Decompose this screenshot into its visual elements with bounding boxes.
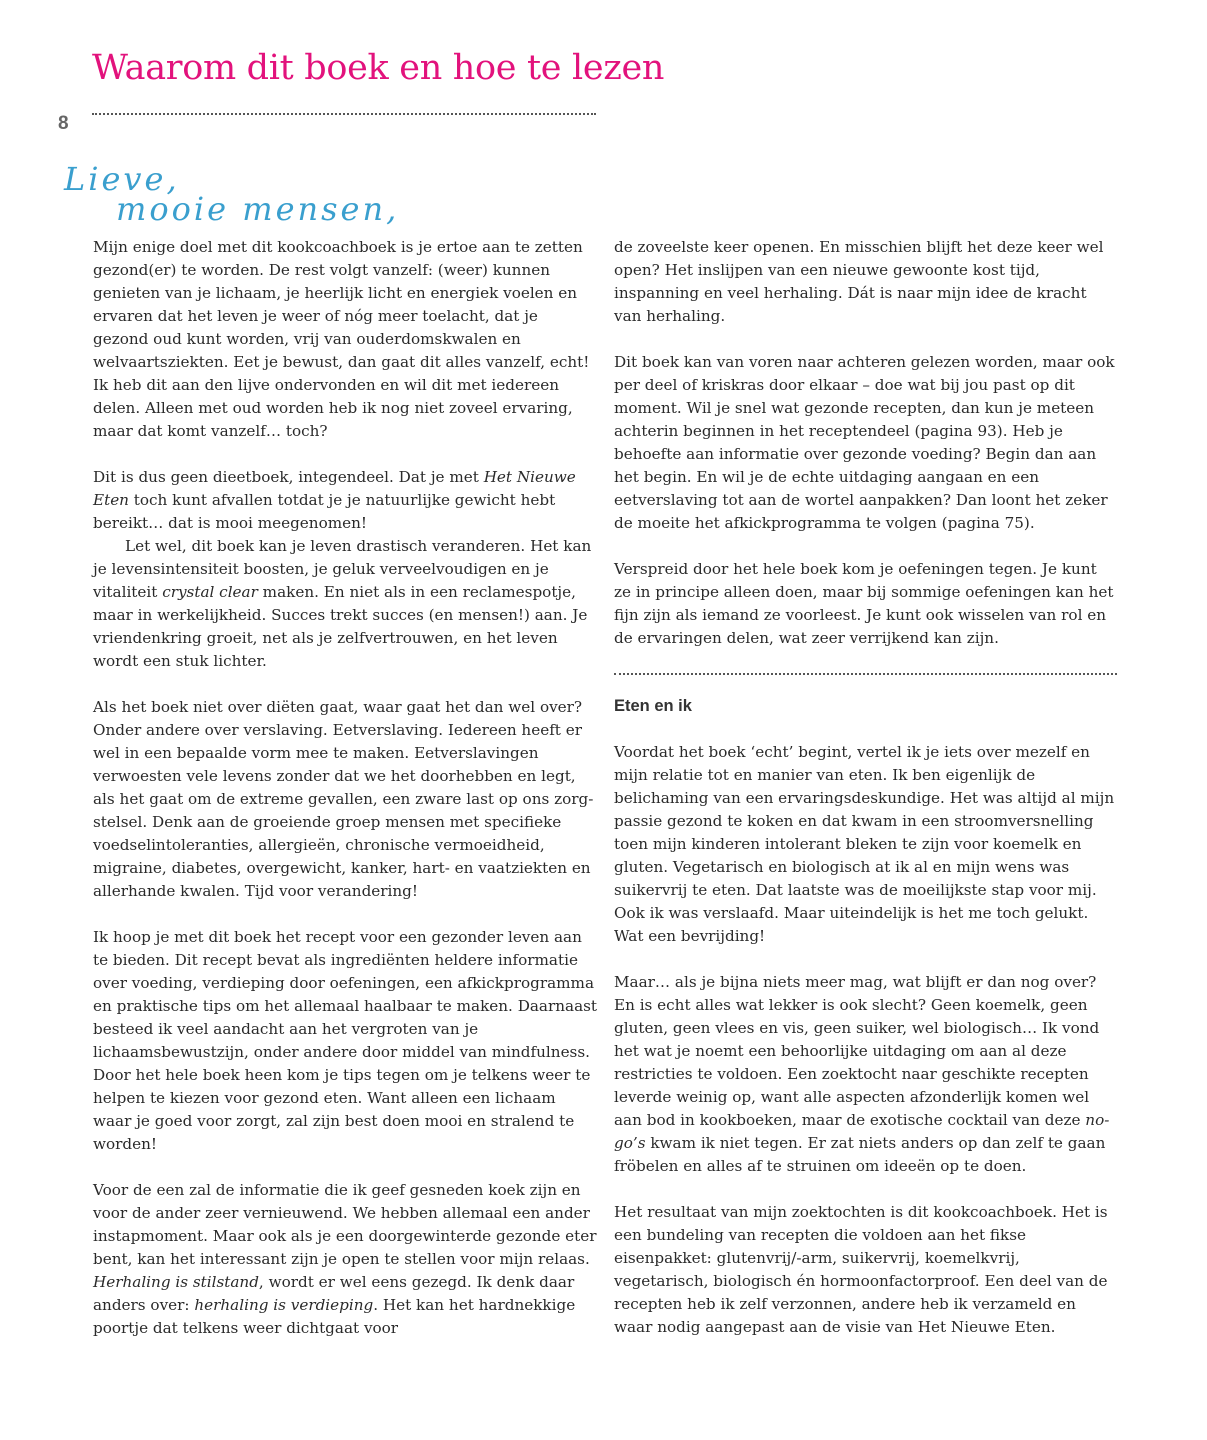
section-heading: Eten en ik	[614, 697, 692, 715]
salutation-line-1: Lieve,	[64, 160, 180, 198]
salutation-line-2: mooie mensen,	[116, 190, 400, 228]
paragraph: Verspreid door het hele boek kom je oefeningen tegen. Je kunt ze in principe alleen doen, maar bij sommige oefeningen kan het fijn zijn als iemand ze voorleest. Je kunt ook wisselen van rol en de ervaringen delen, wat zeer verrijkend kan zijn.	[614, 560, 1114, 647]
page-number: 8	[58, 113, 69, 134]
paragraph: Let wel, dit boek kan je leven drastisch veranderen. Het kan je levensintensiteit boosten, je geluk verveelvoudigen en je vitaliteit crystal clear maken. En niet als in een reclamespotje, maar in werkelijkheid. Succes trekt succes (en mensen!) aan. Je vriendenkring groeit, net als je zelfvertrouwen, en het leven wordt een stuk lichter.	[93, 537, 592, 670]
paragraph: Maar… als je bijna niets meer mag, wat blijft er dan nog over? En is echt alles wat lekker is ook slecht? Geen koemelk, geen gluten, geen vlees en vis, geen suiker, wel biologisch… Ik vond het wat je noemt een behoorlijke uitdaging om aan al deze restricties te voldoen. Een zoektocht naar geschikte recepten leverde weinig op, want alle aspecten afzonderlijk komen wel aan bod in kookboeken, maar de exotische cocktail van deze no-go’s kwam ik niet tegen. Er zat niets anders op dan zelf te gaan fröbelen en alles af te struinen om ideeën op te doen.	[614, 973, 1110, 1175]
paragraph: Het resultaat van mijn zoektochten is dit kookcoachboek. Het is een bundeling van recepten die voldoen aan het fikse eisenpakket: glutenvrij/-arm, suikervrij, koemelkvrij, vegetarisch, biologisch én hormoonfactorproof. Een deel van de recepten heb ik zelf verzonnen, andere heb ik verzameld en waar nodig aangepast aan de visie van Het Nieuwe Eten.	[614, 1203, 1108, 1336]
paragraph: Dit boek kan van voren naar achteren gelezen worden, maar ook per deel of kriskras door elkaar – doe wat bij jou past op dit moment. Wil je snel wat gezonde recepten, dan kun je meteen achterin beginnen in het receptendeel (pagina 93). Heb je behoefte aan informatie over gezonde voeding? Begin dan aan het begin. En wil je de echte uitdaging aangaan en een eetverslaving tot aan de wortel aanpakken? Dan loont het zeker de moeite het afkickprogramma te volgen (pagina 75).	[614, 353, 1115, 532]
paragraph: Voordat het boek ‘echt’ begint, vertel ik je iets over mezelf en mijn relatie tot en manier van eten. Ik ben eigenlijk de belichaming van een ervaringsdeskundige. Het was altijd al mijn passie gezond te koken en dat kwam in een stroomversnelling toen mijn kinderen intolerant bleken te zijn voor koemelk en gluten. Vegetarisch en biologisch at ik al en mijn wens was suikervrij te eten. Dat laatste was de moeilijkste stap voor mij. Ook ik was verslaafd. Maar uiteindelijk is het me toch gelukt. Wat een bevrijding!	[614, 743, 1115, 945]
header-divider	[92, 113, 596, 115]
paragraph: Ik hoop je met dit boek het recept voor een gezonder leven aan te bieden. Dit recept bevat als ingrediënten heldere informatie over voeding, verdieping door oefeningen, een afkickprogramma en praktische tips om het allemaal haalbaar te maken. Daarnaast besteed ik veel aandacht aan het vergroten van je lichaamsbewustzijn, onder andere door middel van mindfulness. Door het hele boek heen kom je tips tegen om je telkens weer te helpen te kiezen voor gezond eten. Want alleen een lichaam waar je goed voor zorgt, zal zijn best doen mooi en stralend te worden!	[93, 928, 598, 1153]
paragraph: de zoveelste keer openen. En misschien blijft het deze keer wel open? Het inslijpen van een nieuwe gewoonte kost tijd, inspanning en veel herhaling. Dát is naar mijn idee de kracht van herhaling.	[614, 238, 1104, 325]
section-divider	[614, 673, 1117, 675]
left-column	[93, 236, 598, 1340]
paragraph: Mijn enige doel met dit kookcoachboek is je ertoe aan te zetten gezond(er) te worden. De rest volgt vanzelf: (weer) kunnen genieten van je lichaam, je heerlijk licht en energiek voelen en ervaren dat het leven je weer of nóg meer toelacht, dat je gezond oud kunt worden, vrij van ouderdomskwalen en welvaartsziekten. Eet je bewust, dan gaat dit alles vanzelf, echt! Ik heb dit aan den lijve ondervonden en wil dit met iedereen delen. Alleen met oud worden heb ik nog niet zoveel ervaring, maar dat komt vanzelf… toch?	[93, 238, 590, 440]
right-column	[614, 236, 1117, 1339]
paragraph: Als het boek niet over diëten gaat, waar gaat het dan wel over? Onder andere over verslaving. Eetverslaving. Iedereen heeft er wel in een bepaalde vorm mee te maken. Eetverslavingen verwoesten vele levens zonder dat we het doorhebben en legt, als het gaat om de extreme gevallen, een zware last op ons zorgstelsel. Denk aan de groeiende groep mensen met specifieke voedselintoleranties, allergieën, chronische vermoeidheid, migraine, diabetes, overgewicht, kanker, hart- en vaatziekten en allerhande kwalen. Tijd voor verandering!	[93, 698, 594, 900]
paragraph: Voor de een zal de informatie die ik geef gesneden koek zijn en voor de ander zeer vernieuwend. We hebben allemaal een ander instapmoment. Maar ook als je een doorgewinterde gezonde eter bent, kan het interessant zijn je open te stellen voor mijn relaas. Herhaling is stilstand, wordt er wel eens gezegd. Ik denk daar anders over: herhaling is verdieping. Het kan het hardnekkige poortje dat telkens weer dichtgaat voor	[93, 1181, 597, 1337]
paragraph: Dit is dus geen dieetboek, integendeel. Dat je met Het Nieuwe Eten toch kunt afvallen totdat je je natuurlijke gewicht hebt bereikt… dat is mooi meegenomen!	[93, 468, 576, 532]
page-title: Waarom dit boek en hoe te lezen	[92, 48, 665, 88]
salutation-handwriting	[58, 150, 418, 230]
